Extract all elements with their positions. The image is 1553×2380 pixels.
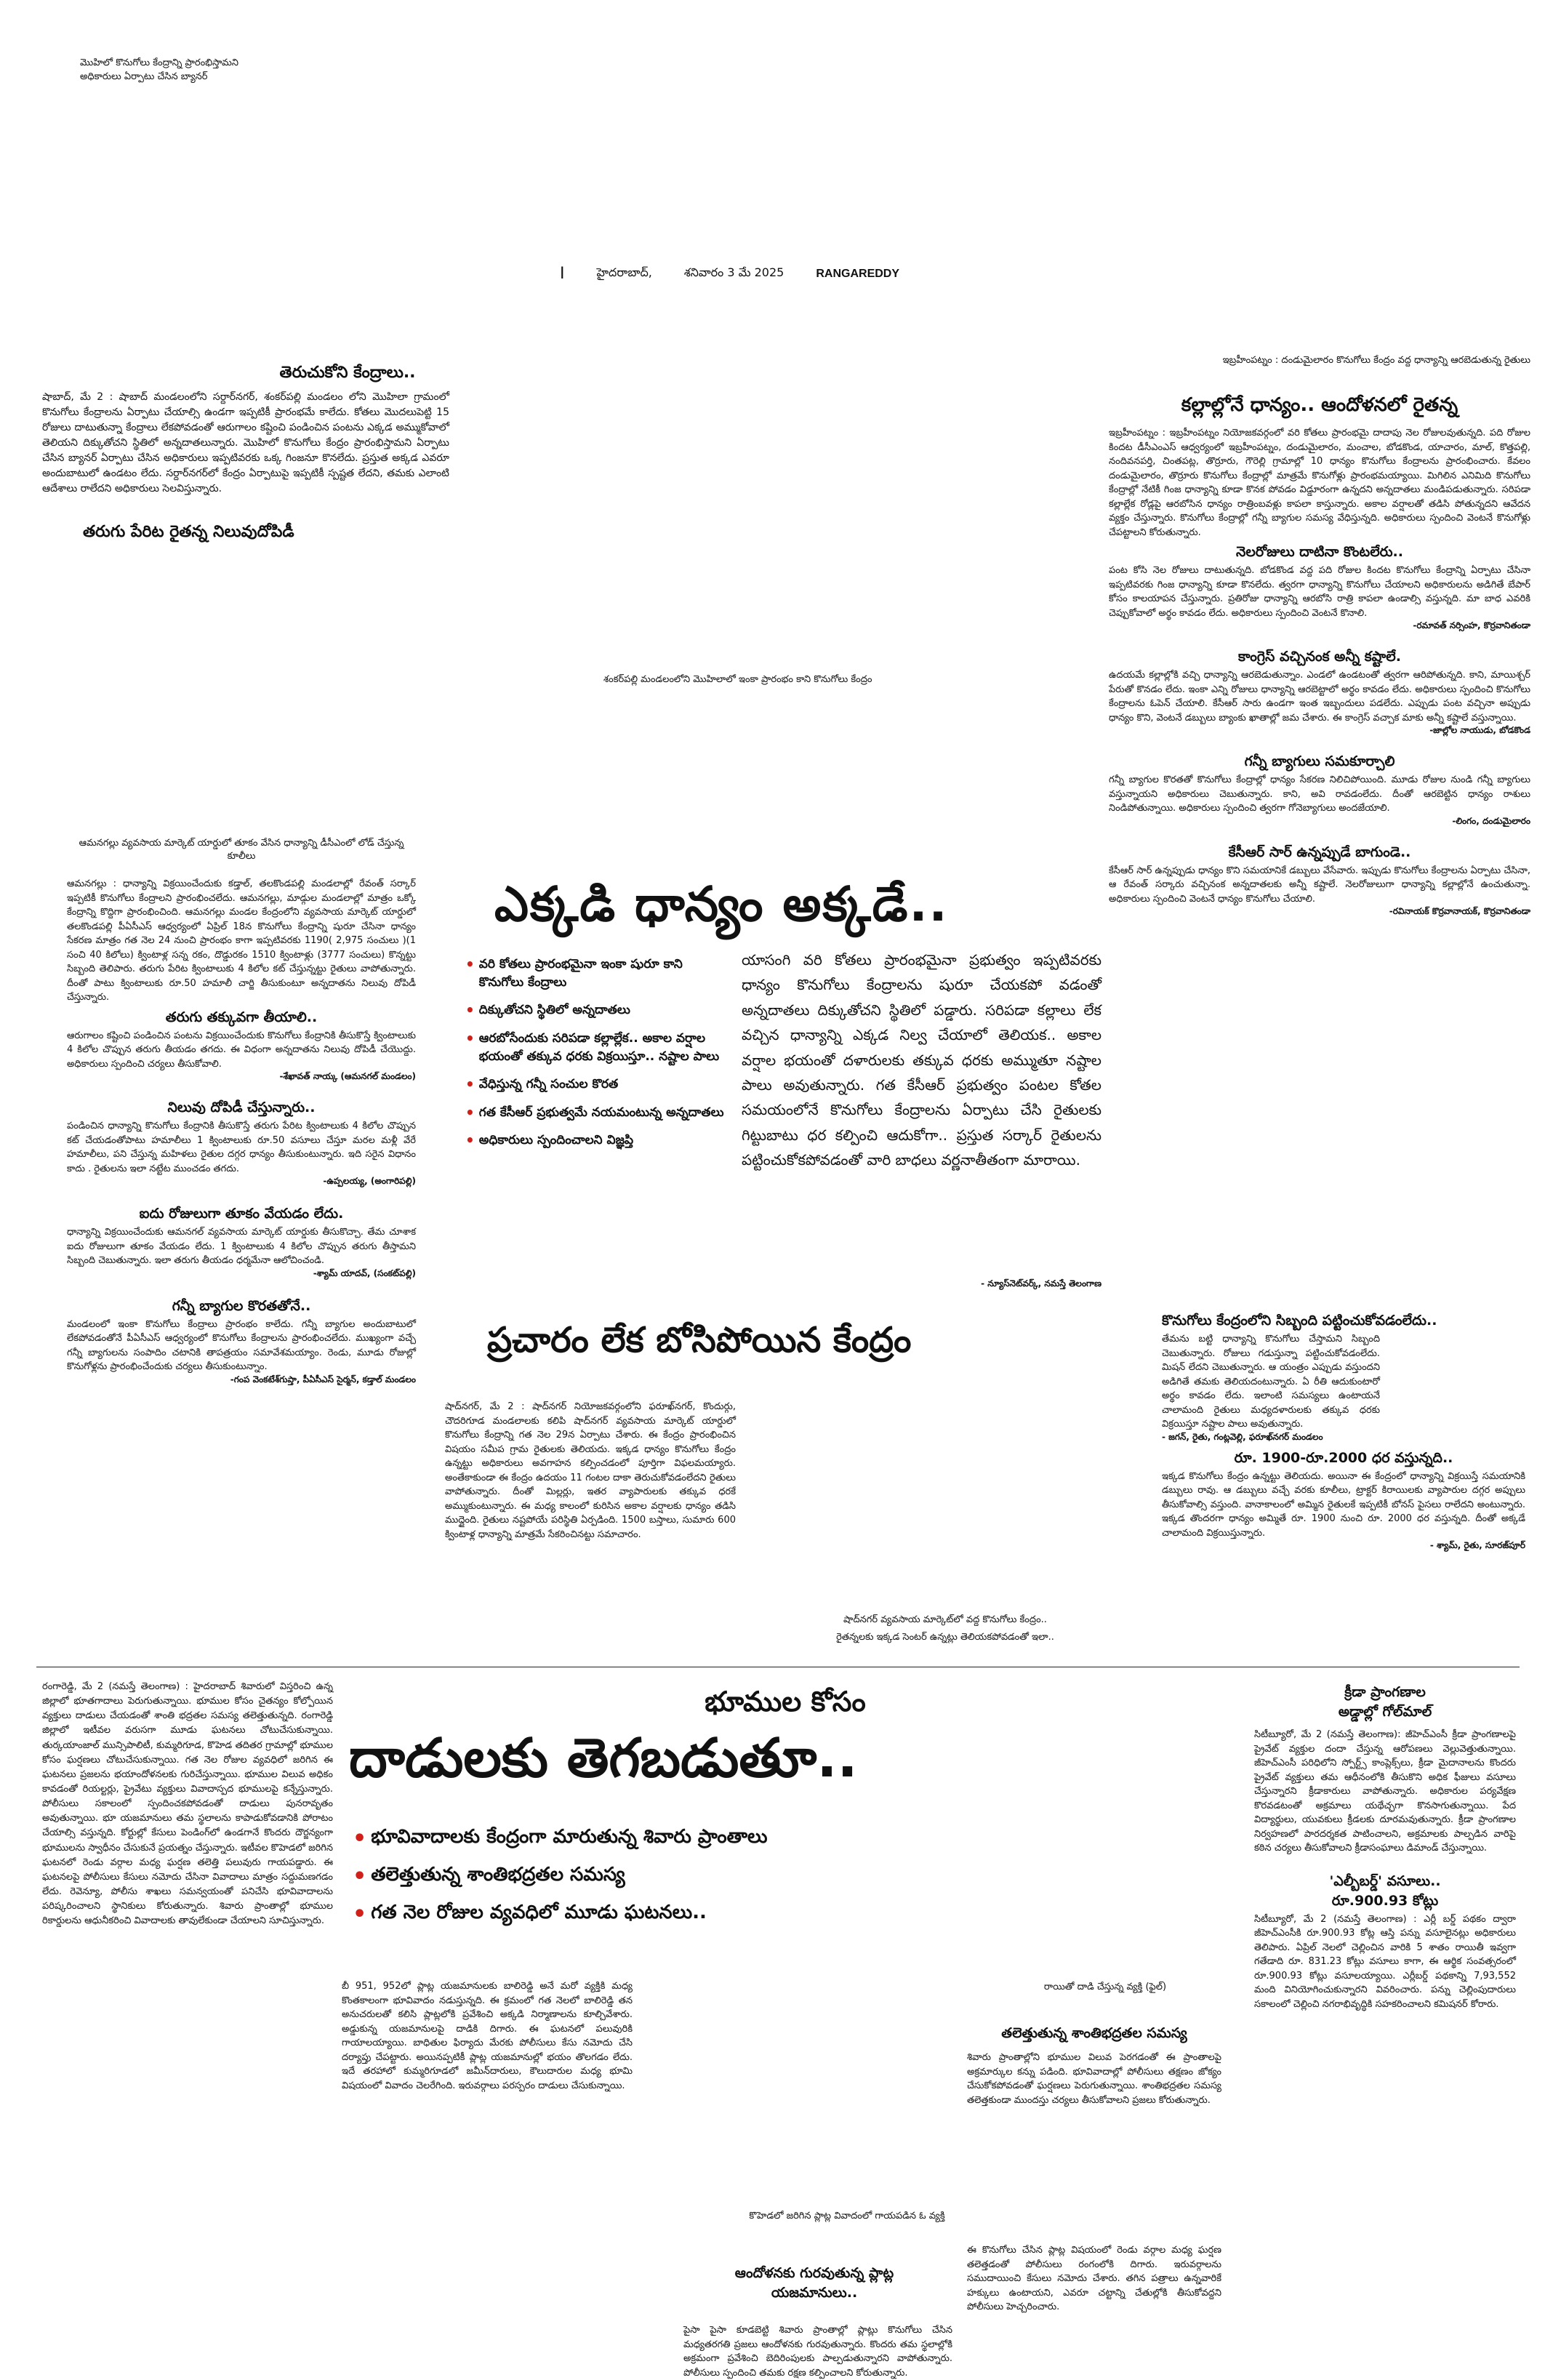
left-mid-byline1: -శేఖావత్ నాయ్క (ఆమనగల్ మండలం) xyxy=(279,1071,416,1081)
bottom-center-body2: పైసా పైసా కూడబెట్టి శివారు ప్రాంతాల్లో ప్లాట్లు కొనుగోలు చేసిన మధ్యతరగతి ప్రజలు ఆందోళనకు గురవుతున్నారు. కొందరు తమ స్థలాల్లోకి అక్రమంగా ప్రవేశించి బెదిరింపులకు పాల్పడుతున్నారని వాపోతున్నారు. పోలీసులు స్పందించి తమకు రక్షణ కల్పించాలని కోరుతున్నారు. xyxy=(683,2325,952,2379)
center-second-headline: ప్రచారం లేక బోసిపోయిన కేంద్రం xyxy=(487,1320,912,1361)
masthead-date: శనివారం 3 మే 2025 xyxy=(683,265,784,279)
bullet-icon: • xyxy=(353,1826,367,1851)
center-feature-bullets xyxy=(465,945,727,1160)
right-top-body5: కేసీఆర్ సార్ ఉన్నప్పుడు ధాన్యం కొని సమయానికే డబ్బులు వేసేవారు. ఇప్పుడు కొనుగోలు కేంద్రాలను ఏర్పాటు చేసినా, ఆ రేవంత్ సర్కారు వచ్చినంక అన్నదాతలకు అన్నీ కష్టాలే. నెలరోజులుగా ధాన్యాన్ని కల్లాల్లోనే ఉంచుతున్నా. అధికారులు స్పందించి వెంటనే ధాన్యం కొనుగోలు చేయాలి. xyxy=(1109,865,1530,905)
right-mid-subhead: రూ. 1900-రూ.2000 ధర వస్తున్నది.. xyxy=(1234,1449,1453,1466)
bottom-feature-headline: దాడులకు తెగబడుతూ.. xyxy=(349,1727,858,1790)
right-top-byline4: -రవినాయక్ కొర్రవానాయక్, కొర్రవానితండా xyxy=(1389,906,1530,916)
masthead-marker: I xyxy=(560,265,565,283)
bottom-right-headline1: క్రీడా ప్రాంగణాల xyxy=(1344,1684,1426,1700)
bottom-right-body: సిటీబ్యూరో, మే 2 (నమస్తే తెలంగాణ): జీహెచ్‌ఎంసీ క్రీడా ప్రాంగణాలపై ప్రైవేట్ వ్యక్తుల దందా చేస్తున్న ఆరోపణలు వెల్లువెత్తుతున్నాయి. జీహెచ్‌ఎంసీ పరిధిలోని స్పోర్ట్స్ కాంప్లెక్స్‌లు, క్రీడా మైదానాలను కొందరు ప్రైవేట్ వ్యక్తులు తమ ఆధీనంలోకి తీసుకొని అధిక ఫీజులు వసూలు చేస్తున్నారని క్రీడాకారులు వాపోతున్నారు. అధికారుల పర్యవేక్షణ కొరవడటంతో అక్రమాలు యథేచ్ఛగా కొనసాగుతున్నాయి. పేద విద్యార్థులు, యువకులు క్రీడలకు దూరమవుతున్నారు. క్రీడా ప్రాంగణాల నిర్వహణలో పారదర్శకత పాటించాలని, అక్రమాలకు పాల్పడిన వారిపై కఠిన చర్యలు తీసుకోవాలని క్రీడాసంఘాలు డిమాండ్ చేస్తున్నాయి. xyxy=(1254,1729,1516,1854)
right-mid-byline: - జగన్, రైతు, గంట్లవెల్లి, ఫరూఖ్‌నగర్ మండలం xyxy=(1162,1431,1323,1442)
bottom-right-body2: సిటీబ్యూరో, మే 2 (నమస్తే తెలంగాణ) : ఎర్లీ బర్డ్ పథకం ద్వారా జీహెచ్‌ఎంసీకి రూ.900.93 కోట్ల ఆస్తి పన్ను వసూలైనట్లు అధికారులు తెలిపారు. ఏప్రిల్ నెలలో చెల్లించిన వారికి 5 శాతం రాయితీ ఇవ్వగా గతేడాది రూ. 831.23 కోట్లు వసూలు కాగా, ఈ ఆర్థిక సంవత్సరంలో రూ.900.93 కోట్లు వసూలయ్యాయి. ఎర్లీబర్డ్ పథకాన్ని 7,93,552 మంది వినియోగించుకున్నారని వివరించారు. పన్ను చెల్లింపుదారులు సకాలంలో చెల్లించి నగరాభివృద్ధికి సహకరించాలని కమిషనర్ కోరారు. xyxy=(1254,1913,1516,2010)
bottom-feature-kicker: భూముల కోసం xyxy=(705,1686,866,1718)
masthead xyxy=(560,265,1360,283)
bottom-right-headline2: అడ్డాల్లో గోల్‌మాల్ xyxy=(1338,1704,1432,1720)
right-top-body2: పంట కోసి నెల రోజులు దాటుతున్నది. బోడకొండ వద్ద పది రోజుల కిందట కొనుగోలు కేంద్రాన్ని ఏర్పాటు చేసినా ఇప్పటివరకు గింజ ధాన్యాన్ని కూడా కొనలేదు. త్వరగా ధాన్యాన్ని కొనుగోలు చేయాలని అధికారులను అడిగితే బేపార్ కోసం కాలయాపన చేస్తున్నారు. ప్రతిరోజు ధాన్యాన్ని ఆరబోసి రాత్రి కాపలా ఉండాల్సి వస్తున్నది. మా బాధ ఎవరికి చెప్పుకోవాలో అర్థం కావడం లేదు. అధికారులు స్పందించి వెంటనే కొనాలి. xyxy=(1109,565,1530,619)
right-top-subhead4: కేసీఆర్ సార్ ఉన్నప్పుడే బాగుండె.. xyxy=(1228,844,1411,860)
center-bullet xyxy=(465,1001,727,1019)
right-top-subhead3: గన్నీ బ్యాగులు సమకూర్చాలి xyxy=(1244,753,1395,769)
masthead-city: హైదరాబాద్, xyxy=(596,265,652,279)
center-second-caption2: రైతన్నలకు ఇక్కడ సెంటర్ ఉన్నట్లు తెలియకపోవడంతో ఇలా.. xyxy=(836,1632,1054,1643)
right-top-byline1: -రమావత్ నర్సింహ, కొర్రవానితండా xyxy=(1413,620,1530,630)
left-mid-body3: ధాన్యాన్ని విక్రయించేందుకు ఆమనగల్ వ్యవసాయ మార్కెట్ యార్డుకు తీసుకొచ్చా. తేమ చూశాక ఐదు రోజులుగా తూకం వేయడం లేదు. 1 క్వింటాలుకు 4 కిలోల చొప్పున తరుగు తీస్తామని సిబ్బంది చెబుతున్నారు. ఇలా తరుగు తీయడం ధర్మమేనా ఆలోచించండి. xyxy=(67,1227,416,1266)
story-ibrahimpatnam xyxy=(1109,355,1530,918)
left-mid-subhead2: నిలువు దోపిడీ చేస్తున్నారు.. xyxy=(167,1099,316,1115)
bullet-icon: • xyxy=(465,1029,475,1047)
center-feature-byline: - న్యూస్‌నెట్‌వర్క్, నమస్తే తెలంగాణ xyxy=(981,1278,1101,1289)
left-mid-byline2: -ఉప్పలయ్య, (అంగారిపల్లి) xyxy=(323,1176,416,1186)
bullet-icon: • xyxy=(353,1864,367,1889)
story-sports-grounds xyxy=(1254,1684,1516,2011)
story1-body: షాబాద్, మే 2 : షాబాద్ మండలంలోని సర్దార్‌నగర్, శంకర్‌పల్లి మండలం లోని మొహిలా గ్రామంలో కొనుగోలు కేంద్రాలను ఏర్పాటు చేయాల్సి ఉండగా ఇప్పటికీ ప్రారంభమే కాలేదు. కోతలు మొదలుపెట్టి 15 రోజులు దాటుతున్నా కేంద్రాలు లేకపోవడంతో ఆరుగాలం కష్టించి పండించిన పంటను ఎక్కడ అమ్ముకోవాలో తెలియని దిక్కుతోచని స్థితిలో అన్నదాతలున్నారు. మొహిలో కొనుగోలు కేంద్రం ప్రారంభిస్తామని ఏర్పాటు చేసిన బ్యానర్ ఏర్పాటు చేసిన అధికారులు ఇప్పటివరకు ఒక్క గింజనూ కొనలేదు. ప్రస్తుత అక్కడ ఎవరూ అందుబాటులో ఉండటం లేదు. సర్దార్‌నగర్‌లో కేంద్రం ఏర్పాటుపై ఇప్పటికీ స్పష్టత లేదని, తమకు ఎలాంటి ఆదేశాలు రాలేదని అధికారులు సెలవిస్తున్నారు. xyxy=(42,391,449,494)
bottom-center-subhead: ఆందోళనకు గురవుతున్న ప్లాట్ల యజమానులు.. xyxy=(734,2265,894,2301)
left-mid-body2: పండించిన ధాన్యాన్ని కొనుగోలు కేంద్రానికి తీసుకొస్తే తరుగు పేరిట క్వింటాలుకు 4 కిలోల చొప్పున కట్ చేయడంతోపాటు హమాలీలు 1 క్వింటాలుకు రూ.50 వసూలు చేస్తూ మరల మళ్లీ వేరే హమాలీలు, పని చేస్తున్న మహిళలు రైతుల దగ్గర ధాన్యం తీసుకుంటున్నారు. ఇది సరైన విధానం కాదు . రైతులను ఇలా నట్టేట ముంచడం తగదు. xyxy=(67,1121,416,1174)
center-second-captions xyxy=(785,1614,1105,1645)
right-top-headline: కల్లాల్లోనే ధాన్యం.. ఆందోళనలో రైతన్న xyxy=(1181,394,1458,416)
center-bullet-text: ఆరబోసేందుకు సరిపడా కల్లాల్లేక.. అకాల వర్షాల భయంతో తక్కువ ధరకు విక్రయిస్తూ.. నష్టాల పాలు xyxy=(478,1030,720,1064)
bullet-icon: • xyxy=(465,1103,475,1121)
bottom-bullet-text: భూవివాదాలకు కేంద్రంగా మారుతున్న శివారు ప్రాంతాలు xyxy=(371,1826,768,1848)
left-mid-byline3: -శ్యామ్ యాదవ్, (సంకట్‌పల్లి) xyxy=(313,1267,416,1278)
bullet-icon: • xyxy=(465,955,475,973)
top-note xyxy=(80,57,342,84)
bottom-feature-bullets xyxy=(353,1814,1080,1939)
bullet-icon: • xyxy=(465,1131,475,1150)
center-bullet-text: వరి కోతలు ప్రారంభమైనా ఇంకా షురూ కాని కొనుగోలు కేంద్రాలు xyxy=(478,957,683,990)
right-top-body3: ఉదయమే కల్లాల్లోకి వచ్చి ధాన్యాన్ని ఆరబెడుతున్నాం. ఎండలో ఉండటంతో త్వరగా ఆరిపోతున్నది. కాని, మాయిశ్చర్ పేరుతో కొనడం లేదు. ఇంకా ఎన్ని రోజులు ధాన్యాన్ని ఆరబెట్టాలో అర్థం కావడం లేదు. అధికారులు స్పందించి కొనుగోలు కేంద్రాలను ఓపెన్ చేయాలి. కేసీఆర్ సారు ఉండగా ఇంత ఇబ్బందులు పడలేదు. ఎప్పుడు పంట వచ్చినా అప్పుడు ధాన్యం కొని, వెంటనే డబ్బులు బ్యాంకు ఖాతాల్లో జమ చేశారు. ఈ కాంగ్రెస్ వచ్చాక మాకు అన్నీ కష్టాలే వస్తున్నాయి. xyxy=(1109,670,1530,724)
left-mid-byline4: -గంప వెంకటేశ్‌గుప్తా, పీఏసీఎస్ సైర్మన్, కడ్తాల్ మండలం xyxy=(230,1374,416,1385)
center-bullet xyxy=(465,1131,727,1150)
center-bullet xyxy=(465,1075,727,1094)
right-mid-byline2: - శ్యామ్, రైతు, సూరజ్‌పూర్ xyxy=(1429,1540,1525,1550)
left-mid-body: ఆమనగల్లు : ధాన్యాన్ని విక్రయించేందుకు కడ్తాల్, తలకొండపల్లి మండలాల్లో రేవంత్ సర్కార్ ఇప్పటికీ కొనుగోలు కేంద్రాలని ప్రారంభించలేదు. ఆమనగల్లు, మాడ్గుల మండలాల్లో మాత్రం ఒక్కో కేంద్రాన్ని కొద్దిగా ప్రారంభించింది. ఆమనగల్లు మండల కేంద్రంలోని వ్యవసాయ మార్కెట్ యార్డులో తలకొండపల్లి పీఏసీఎస్ ఆధ్వర్యంలో ఏప్రిల్ 18న కొనుగోలు కేంద్రాన్ని షురూ చేసినా ధాన్యం సేకరణ మాత్రం గత నెల 24 నుంచి ప్రారంభం కాగా ఇప్పటివరకు 1190( 2,975 సంచులు )(1 సంచి 40 కిలోలు) క్వింటాళ్ల సన్న రకం, దొడ్డురకం 1510 క్వింటాళ్లు (3777 సంచులు) కొన్నట్టు సిబ్బంది తెలిపారు. తరుగు పేరిట క్వింటాలుకు 4 కిలోల కట్ చేస్తున్నట్టు రైతులు వాపోతున్నారు. దీంతో పాటు క్వింటాలుకు రూ.50 హమాలీ చార్జి తీసుకుంటూ అన్నదాతను నిలువు దోపిడీ చేస్తున్నారు. xyxy=(67,878,416,1003)
right-top-byline3: -లింగం, దండుమైలారం xyxy=(1452,815,1530,826)
bottom-center-subhead2: తలెత్తుతున్న శాంతిభద్రతల సమస్య xyxy=(1001,2025,1187,2041)
bottom-bullet-text: తలెత్తుతున్న శాంతిభద్రతల సమస్య xyxy=(371,1864,625,1886)
right-mid-body: తేమను బట్టి ధాన్యాన్ని కొనుగోలు చేస్తామని సిబ్బంది చెబుతున్నారు. రోజులు గడుస్తున్నా పట్టించుకోవడంలేదు. మిషన్ లేదని చెబుతున్నారు. ఆ యంత్రం ఎప్పుడు వస్తుందని అడిగితే తమకు తెలియదంటున్నారు. ఏ రీతి ఆదుకుంటారో అర్థం కావడం లేదు. ఇలాంటి సమస్యలు ఉంటాయనే చాలామంది రైతులు మధ్యదళారులకు తక్కువ ధరకు విక్రయిస్తూ నష్టాల పాలు అవుతున్నారు. xyxy=(1162,1334,1380,1430)
bottom-bullet-text: గత నెల రోజుల వ్యవధిలో మూడు ఘటనలు.. xyxy=(371,1902,707,1923)
center-second-caption1: షాద్‌నగర్ వ్యవసాయ మార్కెట్‌లో వద్ద కొనుగోలు కేంద్రం.. xyxy=(843,1614,1047,1625)
left-mid-caption: ఆమనగల్లు వ్యవసాయ మార్కెట్ యార్డులో తూకం వేసిన ధాన్యాన్ని డీసీఎంలో లోడ్ చేస్తున్న కూలీలు xyxy=(79,838,404,862)
center-bullet-text: గత కేసీఆర్ ప్రభుత్వమే నయమంటున్న అన్నదాతలు xyxy=(478,1105,724,1120)
photo-caption-center: శంకర్‌పల్లి మండలంలోని మొహిలాలో ఇంకా ప్రారంభం కాని కొనుగోలు కేంద్రం xyxy=(603,674,872,685)
story1-subhead: తరుగు పేరిట రైతన్న నిలువుదోపిడీ xyxy=(83,523,294,541)
center-bullet xyxy=(465,1104,727,1122)
right-top-subhead: నెలరోజులు దాటినా కొంటలేరు.. xyxy=(1236,544,1403,560)
story-shabad xyxy=(42,364,595,545)
bottom-left-body: రంగారెడ్డి, మే 2 (నమస్తే తెలంగాణ) : హైదరాబాద్ శివారులో విస్తరించి ఉన్న జిల్లాలో భూతగాదాలు పెరుగుతున్నాయి. భూముల కోసం చైతన్యం కోల్పోయిన వ్యక్తులు దాడులు చేయడంతో శాంతి భద్రతల సమస్య తలెత్తుతున్నది. రంగారెడ్డి జిల్లాలో ఇటీవల వరుసగా మూడు ఘటనలు చోటుచేసుకున్నాయి. తుర్కయాంజాల్ మున్సిపాలిటీ, కుమ్మరిగూడ, కొహెడ తదితర గ్రామాల్లో భూముల కోసం ఘర్షణలు చోటుచేసుకున్నాయి. గత నెల రోజుల వ్యవధిలో జరిగిన ఈ ఘటనలు ప్రజలను భయాందోళనలకు గురిచేస్తున్నాయి. భూముల విలువ అధికం కావడంతో రియల్టర్లు, ప్రైవేటు వ్యక్తులు వివాదాస్పద భూములపై కన్నేస్తున్నారు. పోలీసులు సకాలంలో స్పందించకపోవడంతో దాడులు పునరావృతం అవుతున్నాయి. భూ యజమానులు తమ స్థలాలను కాపాడుకోవడానికి పోరాటం చేయాల్సి వస్తున్నది. కోర్టుల్లో కేసులు పెండింగ్‌లో ఉండగానే కొందరు దౌర్జన్యంగా భూములను స్వాధీనం చేసుకునే ప్రయత్నం చేస్తున్నారు. ఇటీవల కొహెడలో జరిగిన ఘటనలో రెండు వర్గాల మధ్య ఘర్షణ తలెత్తి పలువురు గాయపడ్డారు. ఈ ఘటనలపై పోలీసులు కేసులు నమోదు చేసినా వివాదాలు మాత్రం సద్దుమణగడం లేదు. రెవెన్యూ, పోలీసు శాఖలు సమన్వయంతో పనిచేసి భూవివాదాలను పరిష్కరించాలని స్థానికులు కోరుతున్నారు. శివారు ప్రాంతాల్లో భూముల రికార్డులను ఆధునీకరించి వివాదాలకు తావులేకుండా చేయాలని సూచిస్తున్నారు. xyxy=(42,1681,333,1927)
right-mid-headline: కొనుగోలు కేంద్రంలోని సిబ్బంది పట్టించుకోవడంలేదు.. xyxy=(1162,1313,1437,1329)
bottom-bullet xyxy=(353,1902,1080,1928)
center-feature-headline: ఎక్కడి ధాన్యం అక్కడే.. xyxy=(494,876,949,932)
bullet-icon: • xyxy=(353,1902,367,1927)
top-note-line2: అధికారులు ఏర్పాటు చేసిన బ్యానర్ xyxy=(80,71,208,82)
center-feature-body: యాసంగి వరి కోతలు ప్రారంభమైనా ప్రభుత్వం ఇప్పటివరకు ధాన్యం కొనుగోలు కేంద్రాలను షురూ చేయకపో వడంతో అన్నదాతలు దిక్కుతోచని స్థితిలో పడ్డారు. సరిపడా కల్లాలు లేక వచ్చిన ధాన్యాన్ని ఎక్కడ నిల్వ చేయాలో తెలియక.. అకాల వర్షాల భయంతో దళారులకు తక్కువ ధరకు అమ్ముతూ నష్టాల పాలు అవుతున్నారు. గత కేసీఆర్ ప్రభుత్వం పంటల కోతల సమయంలోనే కొనుగోలు కేంద్రాలను ఏర్పాటు చేసి రైతులకు గిట్టుబాటు ధర కల్పించి ఆదుకోగా.. ప్రస్తుత సర్కార్ రైతులను పట్టించుకోకపోవడంతో వారి బాధలు వర్ణనాతీతంగా మారాయి. xyxy=(742,951,1101,1169)
story1-headline: తెరుచుకోని కేంద్రాలు.. xyxy=(279,364,416,382)
right-top-subhead2: కాంగ్రెస్ వచ్చినంక అన్నీ కష్టాలే. xyxy=(1238,649,1401,665)
left-mid-subhead1: తరుగు తక్కువగా తీయాలి.. xyxy=(165,1009,318,1025)
bottom-right-subhead: 'ఎల్బీబర్డ్' వసూలు.. xyxy=(1329,1872,1441,1889)
bottom-center-body4: ఈ కొనుగోలు చేసిన ప్లాట్ల విషయంలో రెండు వర్గాల మధ్య ఘర్షణ తలెత్తడంతో పోలీసులు రంగంలోకి దిగారు. ఇరువర్గాలను సముదాయించి కేసులు నమోదు చేశారు. తగిన పత్రాలు ఉన్నవారికే హక్కులు ఉంటాయని, ఎవరూ చట్టాన్ని చేతుల్లోకి తీసుకోవద్దని పోలీసులు హెచ్చరించారు. xyxy=(967,2245,1221,2312)
center-bullet-text: వేధిస్తున్న గన్నీ సంచుల కొరత xyxy=(478,1077,619,1092)
bottom-bullet xyxy=(353,1864,1080,1890)
right-mid-body2: ఇక్కడ కొనుగోలు కేంద్రం ఉన్నట్టు తెలియదు. అయినా ఈ కేంద్రంలో ధాన్యాన్ని విక్రయిస్తే సమయానికి డబ్బులు రావు. ఆ డబ్బులు వచ్చే వరకు కూలీలు, ట్రాక్టర్ కిరాయిలకు వ్యాపారుల దగ్గర అప్పులు తీసుకోవాల్సి వస్తుంది. వానాకాలంలో అమ్మిన రైతులకే ఇప్పటికీ బోనస్ పైసలు రాలేదని అంటున్నారు. ఇక్కడ తొందరగా ధాన్యం అమ్మితే రూ. 1900 నుంచి రూ. 2000 ధర వస్తున్నది. దీంతో అక్కడే చాలామంది విక్రయిస్తున్నారు. xyxy=(1162,1470,1525,1539)
bottom-center-caption2: కొహెడలో జరిగిన ప్లాట్ల వివాదంలో గాయపడిన ఓ వ్యక్తి xyxy=(749,2211,945,2221)
bottom-center-body3: శివారు ప్రాంతాల్లోని భూముల విలువ పెరగడంతో ఈ ప్రాంతాలపై అక్రమార్కుల కన్ను పడింది. భూవివాదాల్లో పోలీసులు తక్షణం జోక్యం చేసుకోకపోవడంతో ఘర్షణలు పెరుగుతున్నాయి. శాంతిభద్రతల సమస్య తలెత్తకుండా ముందస్తు చర్యలు తీసుకోవాలని ప్రజలు కోరుతున్నారు. xyxy=(967,2052,1221,2106)
story-amanagallu xyxy=(67,838,416,1387)
center-bullet xyxy=(465,1030,727,1065)
left-mid-body4: మండలంలో ఇంకా కొనుగోలు కేంద్రాలు ప్రారంభం కాలేదు. గన్నీ బ్యాగుల అందుబాటులో లేకపోవడంతోనే పీఏసీఎస్ ఆధ్వర్యంలో కొనుగోలు కేంద్రాలను ప్రారంభించలేదు. ముఖ్యంగా వచ్చే గన్నీ బ్యాగులను సంపాదిం చటానికి తాపత్రయం సమావేశమయ్యాం. రెండు, మూడు రోజుల్లో కొనుగోళ్లను ప్రారంభించేందుకు చర్యలు తీసుకుంటున్నాం. xyxy=(67,1318,416,1372)
top-note-line1: మొహిలో కొనుగోలు కేంద్రాన్ని ప్రారంభిస్తామని xyxy=(80,57,239,68)
bottom-bullet xyxy=(353,1826,1080,1852)
story-farooqnagar xyxy=(1162,1313,1525,1552)
left-mid-body1: ఆరుగాలం కష్టించి పండించిన పంటను విక్రయించేందుకు కొనుగోలు కేంద్రానికి తీసుకొస్తే క్వింటాలుకు 4 కిలోల చొప్పున తరుగు తీయడం తగదు. ఈ విధంగా అన్నదాతను నిలువు దోపిడీ చేయొద్దు. అధికారులు స్పందించి చర్యలు తీసుకోవాలి. xyxy=(67,1030,416,1070)
left-mid-subhead3: ఐదు రోజులుగా తూకం వేయడం లేదు. xyxy=(139,1206,344,1222)
right-top-body: ఇబ్రహీంపట్నం : ఇబ్రహీంపట్నం నియోజకవర్గంలో వరి కోతలు ప్రారంభమై దాదాపు నెల రోజులవుతున్నది. పది రోజుల కిందట డీసీఎంఎస్ ఆధ్వర్యంలో ఇబ్రహీంపట్నం, దండుమైలారం, మంచాల, బోడకొండ, యాచారం, మాల్, కొత్తపల్లి, నందివనపర్తి, చింతపట్ల, తొర్రూరు, గౌరెల్లి గ్రామాల్లో 10 ధాన్యం కొనుగోలు కేంద్రాలను ప్రారంభించారు. కేవలం దండుమైలారం, తొర్రూరు కొనుగోలు కేంద్రాల్లో మాత్రమే కొనుగోళ్లు ప్రారంభమయ్యాయి. మిగిలిన ఎనిమిది కొనుగోలు కేంద్రాల్లో నేటికీ గింజ ధాన్యాన్ని కూడా కొనక పోవడం విడ్డూరంగా ఉన్నదని అన్నదాతలు మండిపడుతున్నారు. సరిపడా కల్లాల్లేక రోడ్లపై ఆరబోసిన ధాన్యం రాత్రింబవళ్లు కాపలా కాస్తున్నారు. అకాల వర్షాలతో తడిసి పోతున్నదని ఆవేదన వ్యక్తం చేస్తున్నారు. కొనుగోలు కేంద్రాల్లో గన్నీ బ్యాగుల సమస్య వేధిస్తున్నది. అధికారులు స్పందించి వెంటనే కొనుగోళ్లు చేపట్టాలని కోరుతున్నారు. xyxy=(1109,428,1530,538)
bottom-right-subhead2: రూ.900.93 కోట్లు xyxy=(1331,1892,1439,1909)
center-bullet xyxy=(465,955,727,991)
bottom-center-caption: రాయితో దాడి చేస్తున్న వ్యక్తి (ఫైల్) xyxy=(1043,1982,1167,1992)
right-top-byline2: -జాల్లోల నాయుడు, బోడకొండ xyxy=(1429,725,1530,735)
center-bullet-text: అధికారులు స్పందించాలని విజ్ఞప్తి xyxy=(478,1133,634,1148)
left-mid-subhead4: గన్నీ బ్యాగుల కొరతతోనే.. xyxy=(172,1297,311,1314)
center-second-body: షాద్‌నగర్, మే 2 : షాద్‌నగర్ నియోజకవర్గంలోని ఫరూఖ్‌నగర్, కొందుర్గు, చౌదరిగూడ మండలాలకు కలిపి షాద్‌నగర్ వ్యవసాయ మార్కెట్ యార్డులో కొనుగోలు కేంద్రాన్ని గత నెల 29న ఏర్పాటు చేశారు. ఈ కేంద్రం ప్రారంభించిన విషయం సమీప గ్రామ రైతులకు తెలియదు. ఇక్కడ ధాన్యం కొనుగోలు కేంద్రం ఉన్నట్టు అధికారులు అవగాహన కల్పించడంలో పూర్తిగా విఫలమయ్యారు. అంతేకాకుండా ఈ కేంద్రం ఉదయం 11 గంటల దాకా తెరుచుకోవడంలేదని రైతులు వాపోతున్నారు. దీంతో మిల్లర్లు, ఇతర వ్యాపారులకు తక్కువ ధరకే అమ్ముకుంటున్నారు. ఈ మధ్య కాలంలో కురిసిన అకాల వర్షాలకు ధాన్యం తడిసి ముద్దైంది. రైతులు నష్టపోయే పరిస్థితి ఏర్పడింది. 1500 బస్తాలు, సుమారు 600 క్వింటాళ్ల ధాన్యాన్ని మాత్రమే సేకరించినట్టు సమాచారం. xyxy=(445,1401,736,1540)
center-bullet-text: దిక్కుతోచని స్థితిలో అన్నదాతలు xyxy=(478,1003,630,1018)
right-top-body4: గన్నీ బ్యాగుల కొరతతో కొనుగోలు కేంద్రాల్లో ధాన్యం సేకరణ నిలిచిపోయింది. మూడు రోజుల నుండి గన్నీ బ్యాగులు వస్తున్నాయని అధికారులు చెబుతున్నారు. కాని, అవి రావడంలేదు. దీంతో ఆరబెట్టిన ధాన్యం రాశులు నిండిపోతున్నాయి. అధికారులు స్పందించి త్వరగా గోనెబ్యాగులు అందజేయాలి. xyxy=(1109,774,1530,814)
bottom-center-body: బీ 951, 952లో ప్లాట్ల యజమానులకు బాలిరెడ్డి అనే మరో వ్యక్తికి మధ్య కొంతకాలంగా భూవివాదం నడుస్తున్నది. ఈ క్రమంలో గత నెలలో బాలిరెడ్డి తన అనుచరులతో కలిసి ప్లాట్లలోకి ప్రవేశించి అక్కడి నిర్మాణాలను కూల్చివేశారు. అడ్డుకున్న యజమానులపై దాడికి దిగారు. ఈ ఘటనలో పలువురికి గాయాలయ్యాయి. బాధితుల ఫిర్యాదు మేరకు పోలీసులు కేసు నమోదు చేసి దర్యాప్తు చేపట్టారు. అయినప్పటికీ ప్లాట్ల యజమానుల్లో భయం తొలగడం లేదు. ఇదే తరహాలో కుమ్మరిగూడలో జమీన్‌దారులు, కౌలుదారుల మధ్య భూమి విషయంలో వివాదం చెలరేగింది. ఇరువర్గాలు పరస్పరం దాడులు చేసుకున్నాయి. xyxy=(342,1981,633,2091)
bullet-icon: • xyxy=(465,1001,475,1019)
right-top-caption: ఇబ్రహీంపట్నం : దండుమైలారం కొనుగోలు కేంద్రం వద్ద ధాన్యాన్ని ఆరబెడుతున్న రైతులు xyxy=(1222,355,1530,366)
bullet-icon: • xyxy=(465,1075,475,1094)
masthead-edition: RANGAREDDY xyxy=(816,267,900,280)
